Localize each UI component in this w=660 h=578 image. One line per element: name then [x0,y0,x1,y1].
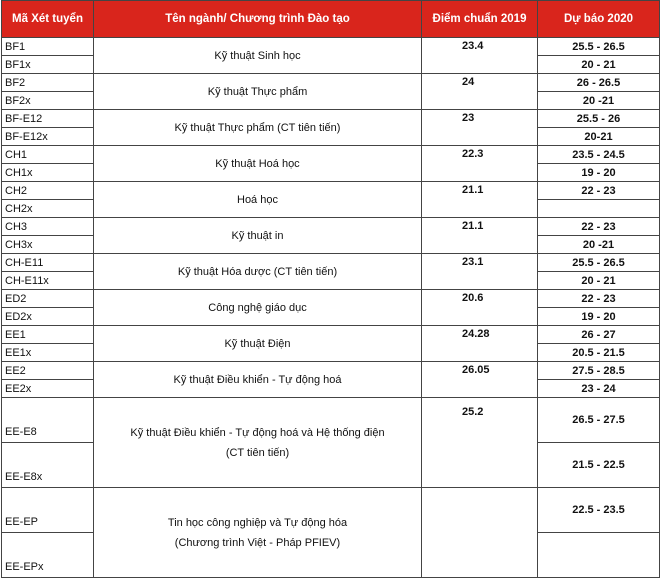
program-code: CH3x [2,236,94,254]
score-2019: 24 [422,74,538,110]
forecast-2020: 20.5 - 21.5 [538,344,660,362]
program-code: CH-E11x [2,272,94,290]
header-forecast-2020: Dự báo 2020 [538,1,660,38]
table-row [2,38,660,56]
score-2019: 23.4 [422,38,538,74]
program-code: CH1 [2,146,94,164]
program-code: BF1 [2,38,94,56]
forecast-2020: 22 - 23 [538,182,660,200]
program-name-line: (CT tiên tiến) [225,446,290,459]
program-name [94,74,422,110]
program-code: CH2 [2,182,94,200]
program-code: EE2 [2,362,94,380]
forecast-2020: 25.5 - 26.5 [538,38,660,56]
forecast-2020: 19 - 20 [538,308,660,326]
program-code: BF2x [2,92,94,110]
forecast-2020: 25.5 - 26 [538,110,660,128]
program-name-line: Kỹ thuật Hóa dược (CT tiên tiến) [177,265,338,278]
score-2019: 21.1 [422,218,538,254]
program-name-line: Kỹ thuật Sinh học [214,49,301,62]
table-row [2,326,660,344]
program-name-line: (Chương trình Việt - Pháp PFIEV) [174,536,341,549]
score-2019 [422,488,538,578]
program-code: CH2x [2,200,94,218]
table-row [2,182,660,200]
forecast-2020: 20 - 21 [538,272,660,290]
score-2019: 21.1 [422,182,538,218]
program-name-line: Kỹ thuật Hoá học [215,157,300,170]
program-name-line: Kỹ thuật Điện [224,337,291,350]
program-code: EE2x [2,380,94,398]
program-name [94,398,422,488]
program-code: BF1x [2,56,94,74]
program-code: EE1x [2,344,94,362]
program-code: EE-E8 [2,398,94,443]
program-code: CH1x [2,164,94,182]
table-row [2,218,660,236]
program-code: CH-E11 [2,254,94,272]
forecast-2020 [538,533,660,578]
program-name-line: Tin học công nghiệp và Tự động hóa [167,516,348,529]
forecast-2020: 22 - 23 [538,290,660,308]
program-name-line: Kỹ thuật Điều khiển - Tự động hoá [173,373,342,386]
forecast-2020: 22.5 - 23.5 [538,488,660,533]
score-2019: 25.2 [422,398,538,488]
program-code: EE-E8x [2,443,94,488]
table-row [2,398,660,443]
program-code: EE-EP [2,488,94,533]
score-2019: 24.28 [422,326,538,362]
table-row [2,362,660,380]
program-name-line: Hoá học [237,193,278,206]
forecast-2020: 21.5 - 22.5 [538,443,660,488]
table-row [2,74,660,92]
header-program: Tên ngành/ Chương trình Đào tạo [94,1,422,38]
table-row [2,488,660,533]
program-code: BF-E12x [2,128,94,146]
score-2019: 23.1 [422,254,538,290]
table-header-row [2,1,660,38]
program-name-line: Kỹ thuật Thực phẩm [207,85,308,98]
program-name [94,362,422,398]
program-name [94,254,422,290]
program-name [94,218,422,254]
forecast-2020: 26 - 27 [538,326,660,344]
score-2019: 22.3 [422,146,538,182]
program-code: ED2x [2,308,94,326]
program-name-line: Công nghệ giáo dục [208,301,307,314]
program-name [94,146,422,182]
score-2019: 20.6 [422,290,538,326]
program-code: EE1 [2,326,94,344]
table-row [2,110,660,128]
table-body [2,38,660,578]
forecast-2020: 26.5 - 27.5 [538,398,660,443]
forecast-2020: 20-21 [538,128,660,146]
program-name-line: Kỹ thuật Điều khiển - Tự động hoá và Hệ thống điện [130,426,385,439]
admission-table [1,0,660,578]
program-name [94,38,422,74]
program-code: BF2 [2,74,94,92]
forecast-2020: 25.5 - 26.5 [538,254,660,272]
header-code: Mã Xét tuyển [2,1,94,38]
forecast-2020: 19 - 20 [538,164,660,182]
table-row [2,254,660,272]
forecast-2020: 26 - 26.5 [538,74,660,92]
forecast-2020: 23.5 - 24.5 [538,146,660,164]
table-row [2,290,660,308]
table-row [2,146,660,164]
score-2019: 26.05 [422,362,538,398]
forecast-2020: 20 -21 [538,236,660,254]
forecast-2020: 27.5 - 28.5 [538,362,660,380]
score-2019: 23 [422,110,538,146]
program-name [94,110,422,146]
program-code: CH3 [2,218,94,236]
program-code: EE-EPx [2,533,94,578]
program-code: BF-E12 [2,110,94,128]
forecast-2020: 20 -21 [538,92,660,110]
program-name [94,290,422,326]
forecast-2020: 23 - 24 [538,380,660,398]
header-score-2019: Điểm chuẩn 2019 [422,1,538,38]
program-name [94,182,422,218]
program-code: ED2 [2,290,94,308]
program-name-line: Kỹ thuật in [231,229,284,242]
forecast-2020: 22 - 23 [538,218,660,236]
program-name-line: Kỹ thuật Thực phẩm (CT tiên tiến) [174,121,341,134]
forecast-2020 [538,200,660,218]
program-name [94,326,422,362]
forecast-2020: 20 - 21 [538,56,660,74]
program-name [94,488,422,578]
